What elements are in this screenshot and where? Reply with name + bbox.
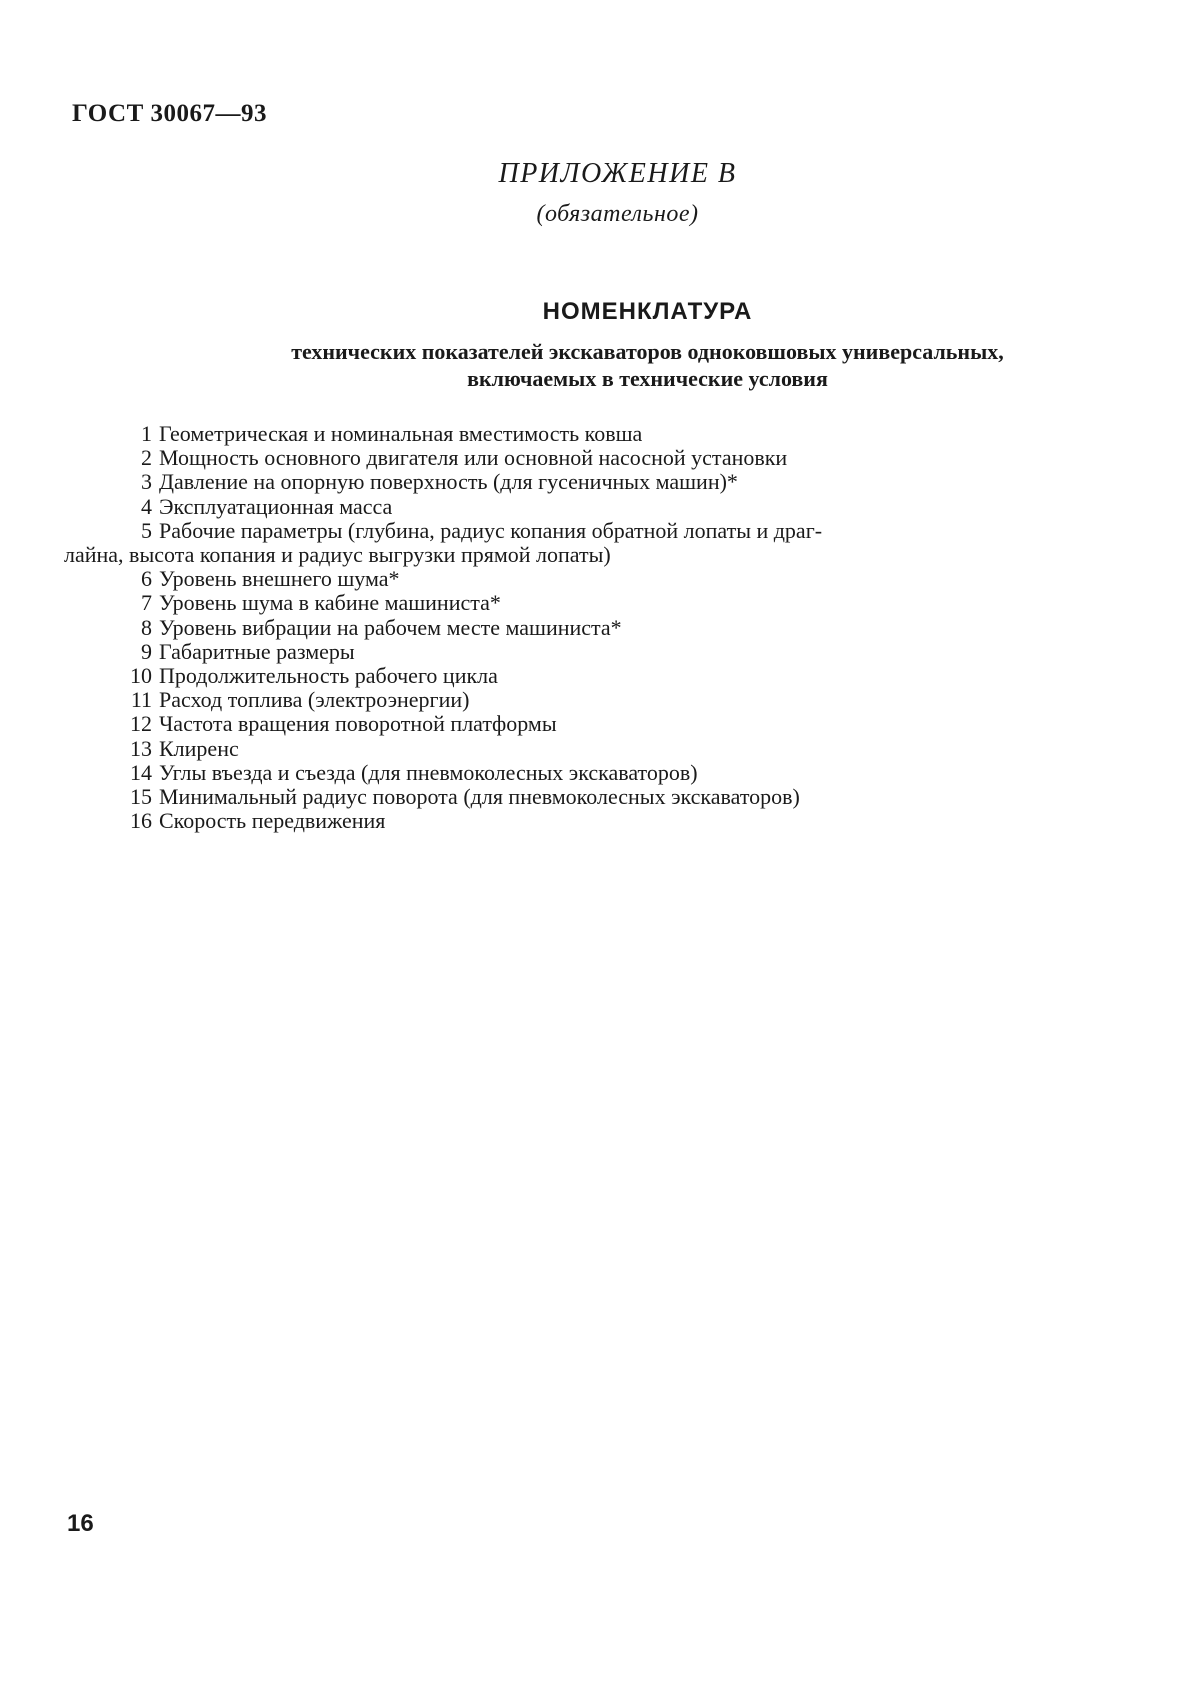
document-code: ГОСТ 30067—93 bbox=[72, 100, 268, 127]
item-text: Скорость передвижения bbox=[159, 808, 386, 834]
item-text: Клиренс bbox=[159, 735, 239, 761]
item-number: 12 bbox=[130, 711, 152, 737]
item-number: 8 bbox=[141, 614, 152, 640]
item-number: 10 bbox=[130, 663, 152, 689]
item-text: Расход топлива (электроэнергии) bbox=[159, 687, 470, 713]
list-item bbox=[64, 591, 1004, 615]
list-item bbox=[64, 470, 1004, 494]
indicator-list bbox=[64, 422, 1004, 833]
list-item bbox=[64, 785, 1004, 809]
item-number: 2 bbox=[141, 445, 152, 471]
item-number: 4 bbox=[141, 493, 152, 519]
item-text: Геометрическая и номинальная вместимость ковша bbox=[159, 421, 643, 446]
item-text: Рабочие параметры (глубина, радиус копания обратной лопаты и драг- bbox=[159, 517, 823, 543]
list-item bbox=[64, 446, 1004, 470]
item-text: Продолжительность рабочего цикла bbox=[159, 663, 498, 689]
item-number: 13 bbox=[130, 735, 152, 761]
list-item bbox=[64, 809, 1004, 833]
item-number: 15 bbox=[130, 784, 152, 810]
subheading bbox=[0, 338, 1199, 392]
item-number: 16 bbox=[130, 808, 152, 834]
list-item bbox=[64, 640, 1004, 664]
item-text: Давление на опорную поверхность (для гусеничных машин)* bbox=[159, 469, 738, 495]
item-text: Минимальный радиус поворота (для пневмоколесных экскаваторов) bbox=[159, 784, 800, 810]
list-item bbox=[64, 567, 1004, 591]
list-item bbox=[64, 664, 1004, 688]
item-number: 5 bbox=[141, 517, 152, 543]
item-text: Уровень внешнего шума* bbox=[159, 566, 400, 592]
list-item bbox=[64, 422, 1004, 446]
item-number: 6 bbox=[141, 566, 152, 592]
subheading-line-1: технических показателей экскаваторов одноковшовых универсальных, bbox=[291, 339, 1004, 364]
item-number: 14 bbox=[130, 759, 152, 785]
item-text: Углы въезда и съезда (для пневмоколесных экскаваторов) bbox=[159, 759, 698, 785]
appendix-status: (обязательное) bbox=[536, 201, 699, 227]
item-number: 9 bbox=[141, 638, 152, 664]
item-text: Уровень вибрации на рабочем месте машиниста* bbox=[159, 614, 622, 640]
list-item bbox=[64, 688, 1004, 712]
list-item bbox=[64, 519, 1004, 567]
item-number: 11 bbox=[130, 687, 152, 713]
main-heading: НОМЕНКЛАТУРА bbox=[542, 298, 753, 325]
page-number: 16 bbox=[67, 1510, 94, 1537]
item-number: 1 bbox=[141, 421, 152, 446]
list-item bbox=[64, 712, 1004, 736]
item-text: Габаритные размеры bbox=[159, 638, 355, 664]
item-text: Частота вращения поворотной платформы bbox=[159, 711, 557, 737]
item-number: 7 bbox=[141, 590, 152, 616]
appendix-title: ПРИЛОЖЕНИЕ В bbox=[498, 158, 737, 189]
list-item bbox=[64, 761, 1004, 785]
subheading-line-2: включаемых в технические условия bbox=[467, 366, 828, 391]
list-item bbox=[64, 495, 1004, 519]
item-number: 3 bbox=[141, 469, 152, 495]
item-text: Мощность основного двигателя или основной насосной установки bbox=[159, 445, 788, 471]
item-text: Эксплуатационная масса bbox=[159, 493, 393, 519]
item-text: Уровень шума в кабине машиниста* bbox=[159, 590, 501, 616]
list-item bbox=[64, 616, 1004, 640]
list-item bbox=[64, 737, 1004, 761]
item-text-continued: лайна, высота копания и радиус выгрузки прямой лопаты) bbox=[64, 542, 611, 568]
